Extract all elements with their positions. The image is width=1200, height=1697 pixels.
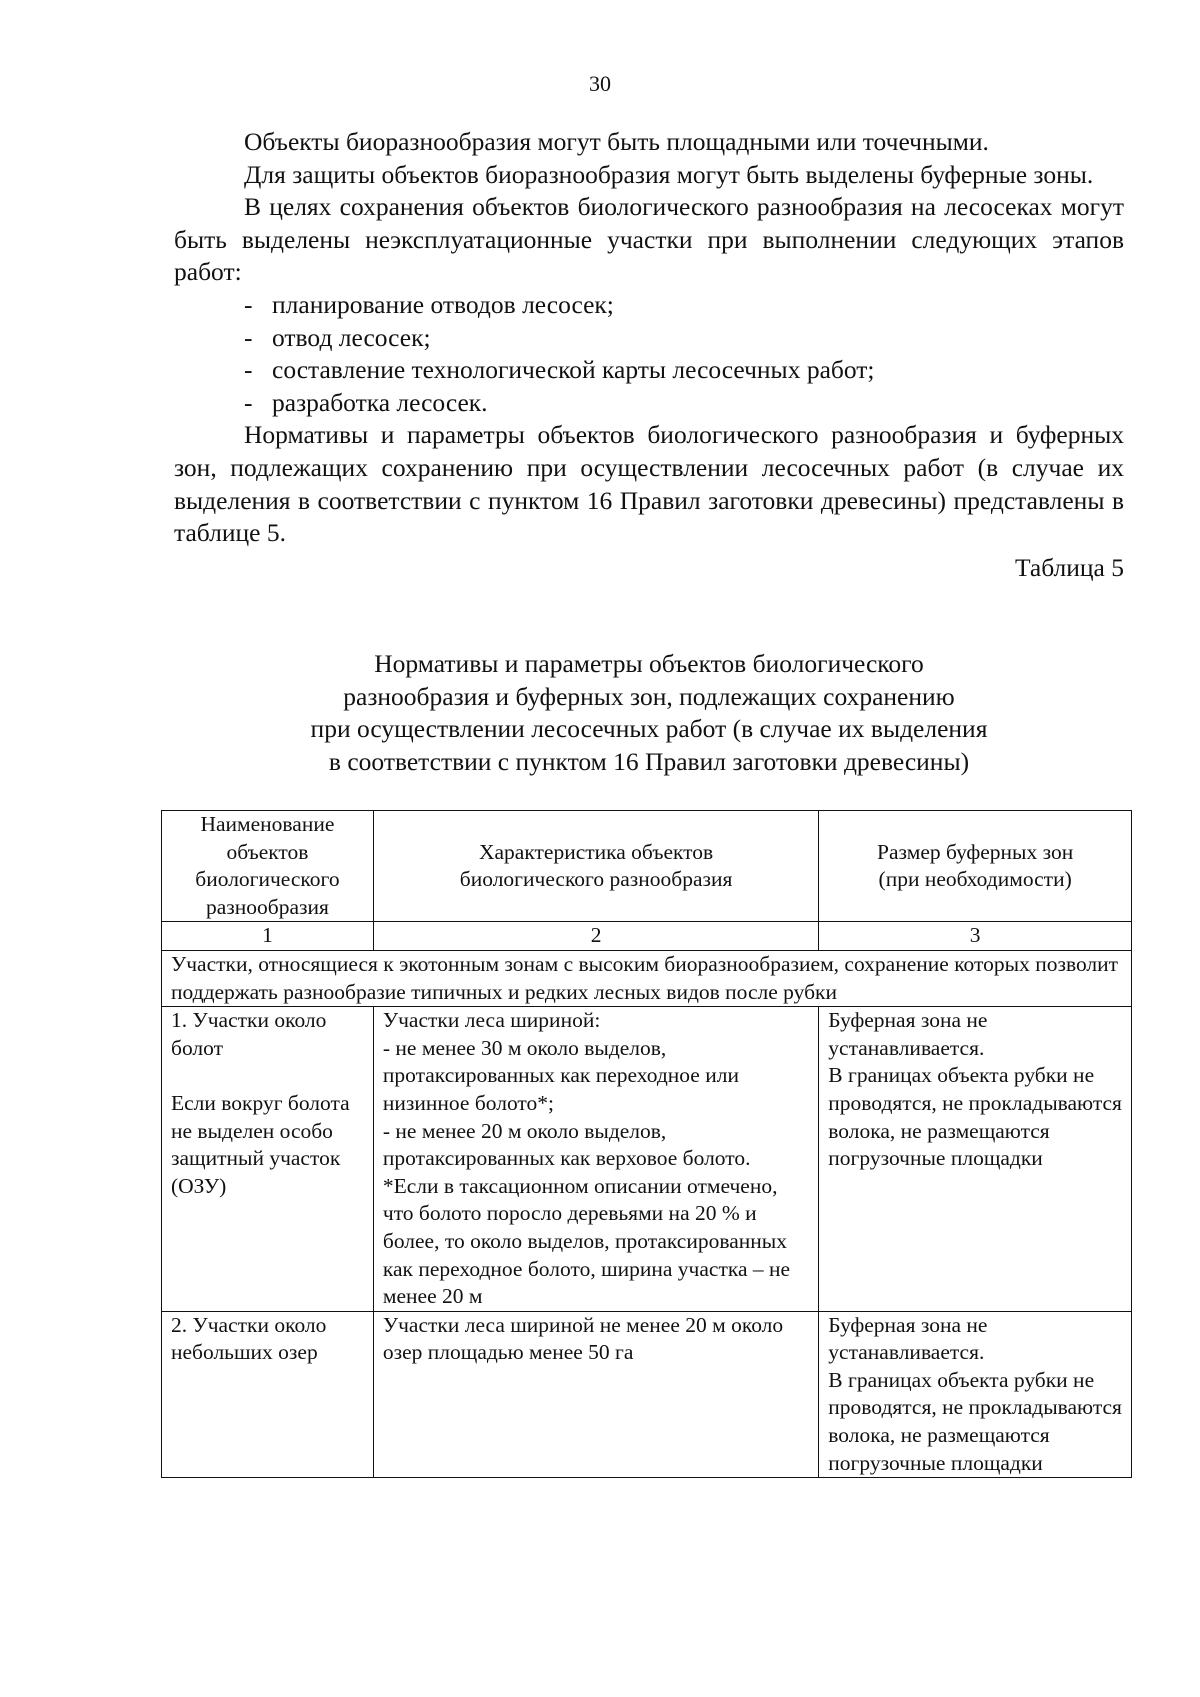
- object-name: 1. Участки около болот: [171, 1008, 327, 1060]
- table-title-line: Нормативы и параметры объектов биологического: [374, 649, 924, 678]
- column-number-row: [162, 922, 1132, 951]
- column-number: 1: [162, 922, 374, 951]
- list-item: - отвод лесосек;: [244, 322, 1124, 355]
- header-buffer-size: Размер буферных зон (при необходимости): [819, 811, 1132, 922]
- list-item: - планирование отводов лесосек;: [244, 289, 1124, 322]
- buffer-cell: Буферная зона не устанавливается. В границах объекта рубки не проводятся, не прокладываются волока, не размещаются погрузочные площадки: [819, 1311, 1132, 1478]
- section-row: [162, 950, 1132, 1006]
- column-number: 3: [819, 922, 1132, 951]
- biodiversity-table: [161, 810, 1132, 1478]
- object-name-cell: [162, 1007, 374, 1312]
- header-object-name: Наименование объектов биологического разнообразия: [162, 811, 374, 922]
- table-title-line: разнообразия и буферных зон, подлежащих сохранению: [343, 681, 955, 711]
- list-item: - разработка лесосек.: [244, 387, 1124, 420]
- body-text: [174, 126, 1124, 584]
- paragraph-norms: Нормативы и параметры объектов биологического разнообразия и буферных зон, подлежащих сохранению при осуществлении лесосечных работ (в случае их выделения в соответствии с пунктом 16 Правил заготовки древесины) представлены в таблице 5.: [174, 420, 1124, 548]
- list-item: - составление технологической карты лесосечных работ;: [244, 354, 1124, 387]
- object-name-note: Если вокруг болота не выделен особо защитный участок (ОЗУ): [171, 1090, 350, 1198]
- buffer-cell: Буферная зона не устанавливается. В границах объекта рубки не проводятся, не прокладываются волока, не размещаются погрузочные площадки: [819, 1007, 1132, 1312]
- paragraph-non-exploitation-plots: В целях сохранения объектов биологического разнообразия на лесосеках могут быть выделены неэксплуатационные участки при выполнении следующих этапов работ:: [174, 192, 1124, 287]
- table-row: [162, 1007, 1132, 1312]
- table-title-line: при осуществлении лесосечных работ (в случае их выделения: [310, 714, 988, 744]
- paragraph-biodiversity-objects: Объекты биоразнообразия могут быть площадными или точечными.: [244, 127, 989, 156]
- paragraph-buffer-zones: Для защиты объектов биоразнообразия могут быть выделены буферные зоны.: [244, 159, 1094, 189]
- table-header-row: [162, 811, 1132, 922]
- page-number: 30: [589, 71, 611, 96]
- header-characteristic: Характеристика объектов биологического разнообразия: [373, 811, 818, 922]
- characteristic-cell: Участки леса шириной: - не менее 30 м около выделов, протаксированных как переходное или низинное болото*; - не менее 20 м около выделов, протаксированных как верховое болото. *Если в таксационном описании отмечено, что болото поросло деревьями на 20 % и более, то около выделов, протаксированных как переходное болото, ширина участка – не менее 20 м: [373, 1007, 818, 1312]
- stages-list: [174, 289, 1124, 419]
- object-name: 2. Участки около небольших озер: [171, 1312, 327, 1365]
- table-title-line: в соответствии с пунктом 16 Правил заготовки древесины): [328, 746, 970, 776]
- table-label: Таблица 5: [1014, 552, 1124, 582]
- column-number: 2: [373, 922, 818, 951]
- table-title: [174, 648, 1124, 778]
- table-row: [162, 1311, 1132, 1478]
- section-heading: Участки, относящиеся к экотонным зонам с высоким биоразнообразием, сохранение которых позволит поддержать разнообразие типичных и редких лесных видов после рубки: [162, 950, 1132, 1006]
- object-name-cell: [162, 1311, 374, 1478]
- characteristic-cell: Участки леса шириной не менее 20 м около озер площадью менее 50 га: [373, 1311, 818, 1478]
